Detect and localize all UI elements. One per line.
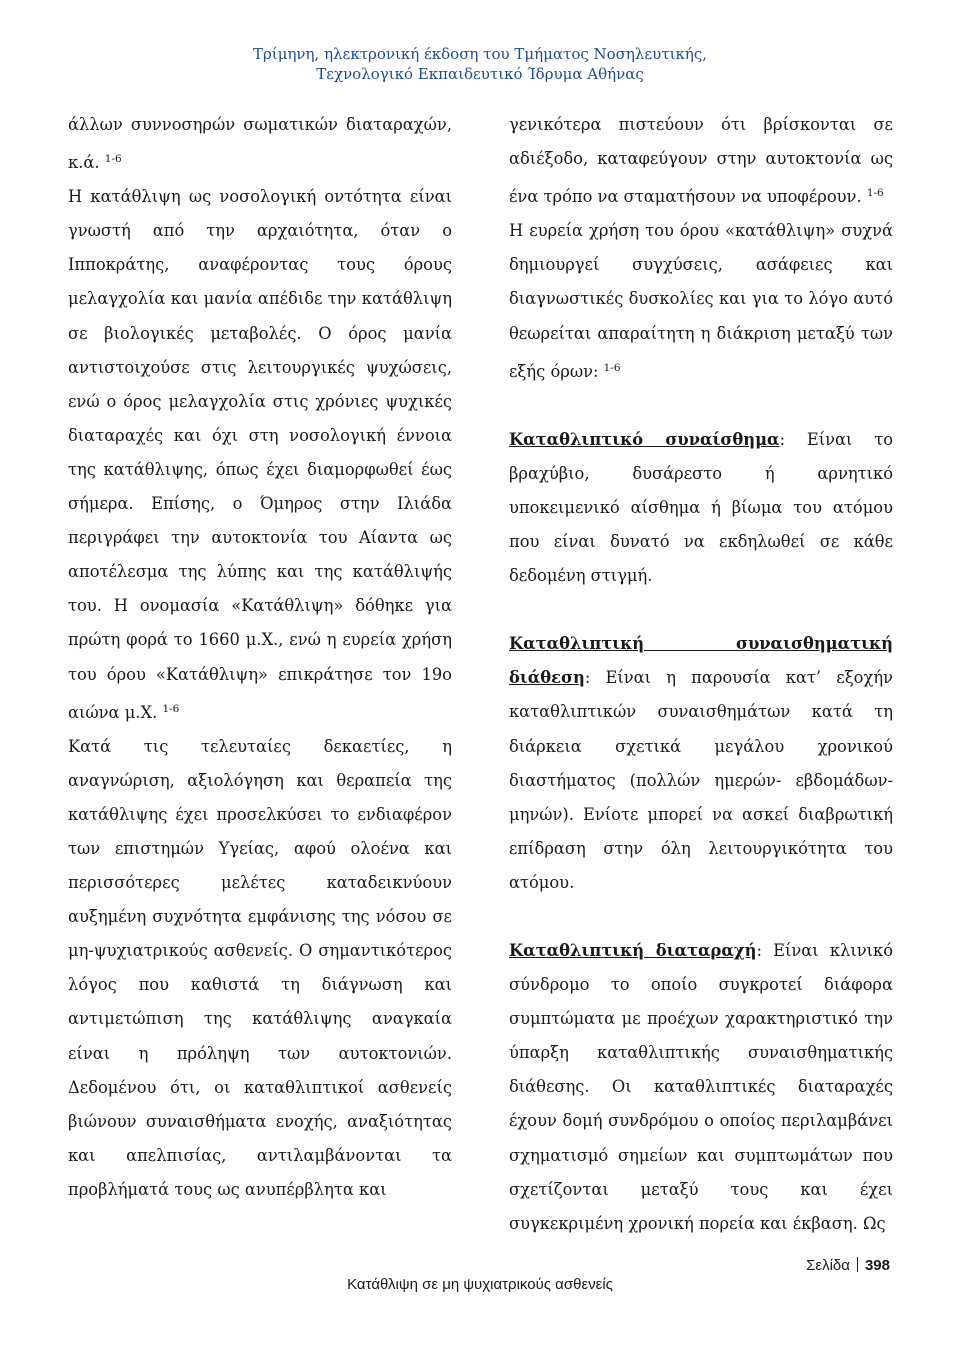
paragraph-text: άλλων συννοσηρών σωματικών διαταραχών, κ.ά. <box>68 115 452 173</box>
citation-ref: 1-6 <box>104 153 122 166</box>
paragraph-text: γενικότερα πιστεύουν ότι βρίσκονται σε αδιέξοδο, καταφεύγουν στην αυτοκτονία ως ένα τρόπο να σταματήσουν να υποφέρουν. <box>509 115 893 207</box>
paragraph <box>509 108 893 214</box>
definition-term: Καταθλιπτική συναισθηματική διάθεση <box>509 634 893 688</box>
spacer <box>509 389 893 423</box>
paragraph: Κατά τις τελευταίες δεκαετίες, η αναγνώριση, αξιολόγηση και θεραπεία της κατάθλιψης έχει προσελκύσει το ενδιαφέρον των επιστημών Υγείας, αφού ολοένα και περισσότερες μελέτες καταδεικνύουν αυξημένη συχνότητα εμφάνισης της νόσου σε μη-ψυχιατρικούς ασθενείς. Ο σημαντικότερος λόγος που καθιστά τη διάγνωση και αντιμετώπιση της κατάθλιψης αναγκαία είναι η πρόληψη των αυτοκτονιών. Δεδομένου ότι, οι καταθλιπτικοί ασθενείς βιώνουν συναισθήματα ενοχής, αναξιότητας και απελπισίας, αντιλαμβάνονται τα προβλήματά τους ως ανυπέρβλητα και <box>68 736 452 1199</box>
page-number-value: 398 <box>864 1257 890 1274</box>
journal-header-line2: Τεχνολογικό Εκπαιδευτικό Ίδρυμα Αθήνας <box>316 65 644 83</box>
definition-depressive-mood <box>509 627 893 900</box>
paragraph <box>68 108 452 180</box>
paragraph-text: Η ευρεία χρήση του όρου «κατάθλιψη» συχνά δημιουργεί συγχύσεις, ασάφειες και διαγνωστικές δυσκολίες και για το λόγο αυτό θεωρείται απαραίτητη η διάκριση μεταξύ των εξής όρων: <box>509 221 893 381</box>
citation-ref: 1-6 <box>866 187 884 200</box>
page-separator <box>857 1257 858 1272</box>
spacer <box>509 593 893 627</box>
definition-text: : Είναι κλινικό σύνδρομο το οποίο συγκροτεί διάφορα συμπτώματα με προέχων χαρακτηριστικό την ύπαρξη καταθλιπτικής συναισθηματικής διάθεσης. Οι καταθλιπτικές διαταραχές έχουν δομή συνδρόμου ο οποίος περιλαμβάνει σχηματισμό σημείων και συμπτωμάτων που σχετίζονται μεταξύ τους και έχει συγκεκριμένη χρονική πορεία και έκβαση. Ως <box>509 940 893 1233</box>
definition-term: Καταθλιπτική διαταραχή <box>509 940 757 960</box>
journal-header-line1: Τρίμηνη, ηλεκτρονική έκδοση του Τμήματος Νοσηλευτικής, <box>252 45 708 63</box>
definition-depressive-disorder <box>509 934 893 1241</box>
page-number <box>806 1257 890 1274</box>
definition-depressive-affect <box>509 423 893 593</box>
journal-header <box>0 44 960 84</box>
paragraph-text: Η κατάθλιψη ως νοσολογική οντότητα είναι γνωστή από την αρχαιότητα, όταν ο Ιπποκράτης, αναφέροντας τους όρους μελαγχολία και μανία απέδιδε την κατάθλιψη σε βιολογικές μεταβολές. Ο όρος μανία αντιστοιχούσε στις λειτουργικές ψυχώσεις, ενώ ο όρος μελαγχολία στις χρόνιες ψυχικές διαταραχές και όχι στη νοσολογική έννοια της κατάθλιψης, όπως έχει διαμορφωθεί έως σήμερα. Επίσης, ο Όμηρος στην Ιλιάδα περιγράφει την αυτοκτονία του Αίαντα ως αποτέλεσμα της λύπης και της κατάθλιψής του. Η ονομασία «Κατάθλιψη» δόθηκε για πρώτη φορά το 1660 μ.Χ., ενώ η ευρεία χρήση του όρου «Κατάθλιψη» επικράτησε τον 19ο αιώνα μ.Χ. <box>68 187 452 722</box>
citation-ref: 1-6 <box>603 361 621 374</box>
definition-term: Καταθλιπτικό συναίσθημα <box>509 429 780 449</box>
footer-title: Κατάθλιψη σε μη ψυχιατρικούς ασθενείς <box>347 1276 613 1293</box>
right-column <box>509 108 893 1241</box>
paragraph <box>509 214 893 388</box>
left-column <box>68 108 452 1207</box>
page-label: Σελίδα <box>806 1257 850 1274</box>
spacer <box>509 900 893 934</box>
citation-ref: 1-6 <box>162 702 180 715</box>
definition-text: : Είναι το βραχύβιο, δυσάρεστο ή αρνητικό υποκειμενικό αίσθημα ή βίωμα του ατόμου που είναι δυνατό να εκδηλωθεί σε κάθε δεδομένη στιγμή. <box>509 429 893 586</box>
definition-text: : Είναι η παρουσία κατ’ εξοχήν καταθλιπτικών συναισθημάτων κατά τη διάρκεια σχετικά μεγάλου χρονικού διαστήματος (πολλών ημερών- εβδομάδων- μηνών). Ενίοτε μπορεί να ασκεί διαβρωτική επίδραση στην όλη λειτουργικότητα του ατόμου. <box>509 668 893 892</box>
paragraph <box>68 180 452 730</box>
